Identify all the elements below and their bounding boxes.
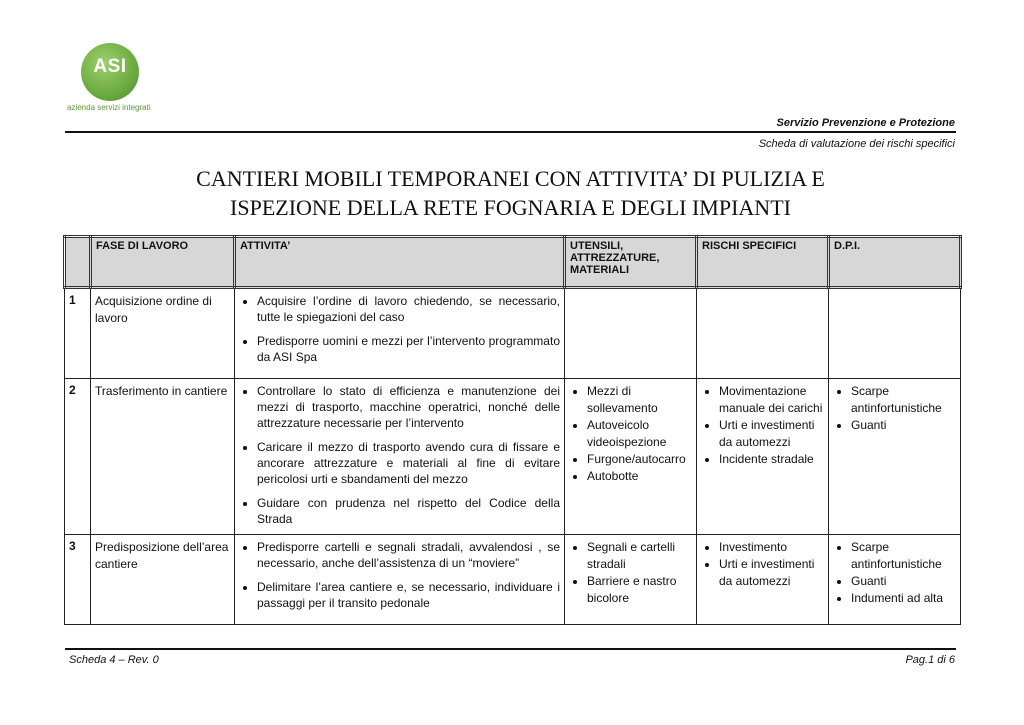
- row-fase: Trasferimento in cantiere: [91, 379, 235, 535]
- sheet-type: Scheda di valutazione dei rischi specifici: [758, 138, 955, 150]
- row-utensili: [565, 535, 697, 625]
- table-row: [65, 535, 961, 625]
- risk-assessment-table: [63, 235, 962, 625]
- row-attivita: [235, 379, 565, 535]
- list-item: • Guanti: [851, 573, 956, 590]
- list-item: • Predisporre cartelli e segnali stradali, avvalendosi , se necessario, anche dell’assistenza di un “moviere”: [257, 539, 560, 571]
- page-number: Pag.1 di 6: [905, 654, 955, 666]
- header-rischi: RISCHI SPECIFICI: [697, 237, 829, 288]
- row-rischi: [697, 535, 829, 625]
- list-item: • Urti e investimenti da automezzi: [719, 417, 824, 451]
- list-item: • Segnali e cartelli stradali: [587, 539, 692, 573]
- list-item: • Scarpe antinfortunistiche: [851, 383, 956, 417]
- header-fase: FASE DI LAVORO: [91, 237, 235, 288]
- header-divider: [65, 131, 956, 133]
- row-dpi: [829, 379, 961, 535]
- list-item: • Delimitare l’area cantiere e, se necessario, individuare i passaggi per il transito pedonale: [257, 579, 560, 611]
- list-item: • Acquisire l’ordine di lavoro chiedendo, se necessario, tutte le spiegazioni del caso: [257, 293, 560, 325]
- revision-label: Scheda 4 – Rev. 0: [69, 654, 159, 666]
- list-item: • Movimentazione manuale dei carichi: [719, 383, 824, 417]
- list-item: • Caricare il mezzo di trasporto avendo cura di fissare e ancorare attrezzature e materiali al fine di evitare pericolosi urti e sbandamenti del mezzo: [257, 439, 560, 487]
- list-item: • Indumenti ad alta: [851, 590, 956, 607]
- list-item: • Incidente stradale: [719, 451, 824, 468]
- row-dpi: [829, 535, 961, 625]
- footer-divider: [65, 648, 956, 650]
- list-item: • Investimento: [719, 539, 824, 556]
- company-logo: [67, 40, 175, 118]
- table-header-row: [65, 237, 961, 288]
- table-row: [65, 288, 961, 379]
- list-item: • Controllare lo stato di efficienza e manutenzione dei mezzi di trasporto, macchine operatrici, nonché delle attrezzature necessarie per l’intervento: [257, 383, 560, 431]
- logo-text: ASI: [93, 56, 127, 77]
- list-item: • Furgone/autocarro: [587, 451, 692, 468]
- list-item: • Autobotte: [587, 468, 692, 485]
- row-fase: Acquisizione ordine di lavoro: [91, 288, 235, 379]
- row-number: 1: [65, 288, 91, 379]
- header-utensili: UTENSILI, ATTREZZATURE, MATERIALI: [565, 237, 697, 288]
- list-item: • Autoveicolo videoispezione: [587, 417, 692, 451]
- list-item: • Mezzi di sollevamento: [587, 383, 692, 417]
- list-item: • Predisporre uomini e mezzi per l’intervento programmato da ASI Spa: [257, 333, 560, 365]
- header-attivita: ATTIVITA’: [235, 237, 565, 288]
- row-attivita: [235, 535, 565, 625]
- logo-subtitle: azienda servizi integrati: [67, 103, 151, 112]
- row-number: 3: [65, 535, 91, 625]
- row-utensili: [565, 288, 697, 379]
- table-row: [65, 379, 961, 535]
- list-item: • Urti e investimenti da automezzi: [719, 556, 824, 590]
- list-item: • Guanti: [851, 417, 956, 434]
- service-name: Servizio Prevenzione e Protezione: [776, 117, 955, 129]
- row-utensili: [565, 379, 697, 535]
- title-line-1: CANTIERI MOBILI TEMPORANEI CON ATTIVITA’ DI PULIZIA E: [196, 166, 825, 191]
- document-title: [65, 164, 956, 222]
- header-num: [65, 237, 91, 288]
- list-item: • Guidare con prudenza nel rispetto del Codice della Strada: [257, 495, 560, 527]
- header-dpi: D.P.I.: [829, 237, 961, 288]
- row-rischi: [697, 288, 829, 379]
- list-item: • Scarpe antinfortunistiche: [851, 539, 956, 573]
- title-line-2: ISPEZIONE DELLA RETE FOGNARIA E DEGLI IMPIANTI: [230, 195, 791, 220]
- row-attivita: [235, 288, 565, 379]
- list-item: • Barriere e nastro bicolore: [587, 573, 692, 607]
- row-rischi: [697, 379, 829, 535]
- row-number: 2: [65, 379, 91, 535]
- row-fase: Predisposizione dell’area cantiere: [91, 535, 235, 625]
- row-dpi: [829, 288, 961, 379]
